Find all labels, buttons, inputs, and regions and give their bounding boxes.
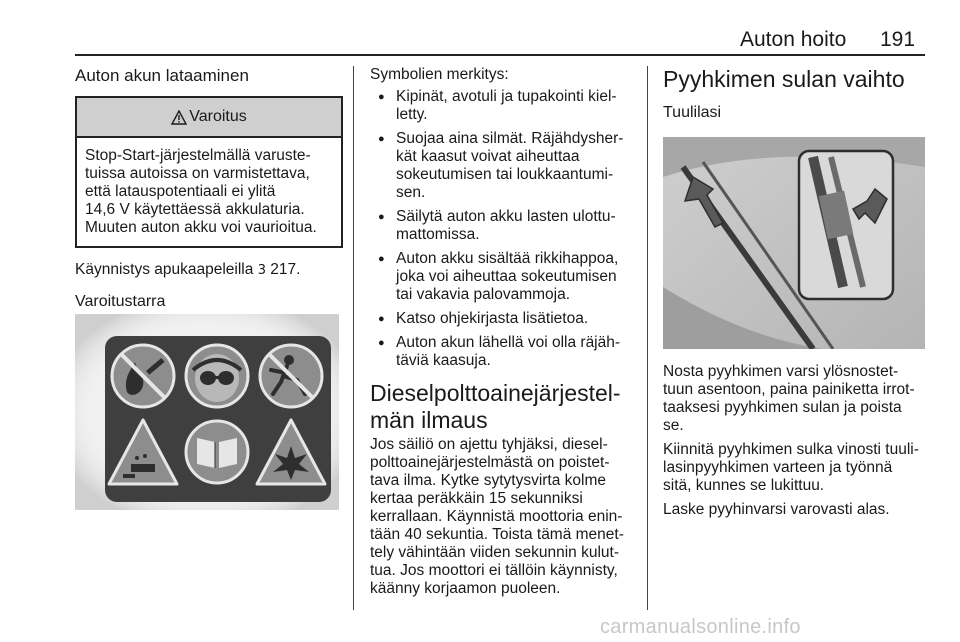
warning-label-title: Varoitustarra bbox=[75, 293, 166, 310]
list-item: ● Katso ohjekirjasta lisätietoa. bbox=[370, 310, 638, 328]
column-1 bbox=[75, 66, 343, 312]
page-number: 191 bbox=[880, 28, 916, 51]
warning-box bbox=[75, 96, 343, 248]
diesel-bleeding-paragraph: Jos säiliö on ajettu tyhjäksi, diesel- polttoainejärjestelmästä on poistet- tava ilma. Kytke sytytysvirta kolme kertaa peräkkäin 15 sekunniksi kerrallaan. Käynnistä moottoria enin- tään 40 sekuntia. Toista tämä menet- tely vähintään viiden sekunnin kulut- tua. Jos moottori ei tällöin käynnisty, käänny korjaamon puoleen. bbox=[370, 436, 624, 597]
column-2 bbox=[370, 66, 638, 598]
no-flame-smoking-icon bbox=[112, 345, 174, 407]
keep-away-from-children-icon bbox=[260, 345, 322, 407]
warning-line: 14,6 V käytettäessä akkulaturia. bbox=[85, 201, 305, 218]
symbols-intro: Symbolien merkitys: bbox=[370, 66, 509, 83]
wiper-blade-image bbox=[663, 137, 925, 349]
watermark-text: carmanualsonline.info bbox=[600, 616, 801, 638]
list-item: ● Suojaa aina silmät. Räjähdysher- kät kaasut voivat aiheuttaa sokeutumisen tai loukkaantumi- sen. bbox=[370, 130, 638, 202]
list-item: ● Auton akku sisältää rikkihappoa, joka voi aiheuttaa sokeutumisen tai vakavia palovammoja. bbox=[370, 250, 638, 304]
symbol-meanings-list bbox=[370, 88, 638, 370]
instruction-paragraph-1: Nosta pyyhkimen varsi ylösnostet- tuun asentoon, paina painiketta irrot- taaksesi pyyhkimen sulan ja poista se. bbox=[663, 363, 915, 434]
battery-warning-label-image bbox=[75, 314, 339, 510]
instruction-paragraph-2: Kiinnitä pyyhkimen sulka vinosti tuuli- lasinpyyhkimen varteen ja työnnä sitä, kunnes se lukittuu. bbox=[663, 441, 919, 494]
warning-header bbox=[77, 98, 341, 138]
section-title-diesel-bleeding: Dieselpolttoainejärjestel- män ilmaus bbox=[370, 380, 621, 433]
list-item: ● Auton akun lähellä voi olla räjäh- täviä kaasuja. bbox=[370, 334, 638, 370]
warning-line: tuissa autoissa on varmistettava, bbox=[85, 165, 310, 182]
eye-protection-icon bbox=[186, 345, 248, 407]
column-divider-1 bbox=[353, 66, 354, 610]
section-title-battery-charging: Auton akun lataaminen bbox=[75, 66, 249, 85]
jump-start-reference[interactable]: Käynnistys apukaapeleilla 3 217. bbox=[75, 261, 301, 278]
warning-text bbox=[77, 138, 341, 246]
warning-line: että latauspotentiaali ei ylitä bbox=[85, 183, 276, 200]
subsection-windscreen: Tuulilasi bbox=[663, 104, 722, 121]
list-item: ● Säilytä auton akku lasten ulottu- mattomissa. bbox=[370, 208, 638, 244]
read-manual-icon bbox=[186, 421, 248, 483]
section-title-wiper-blade: Pyyhkimen sulan vaihto bbox=[663, 66, 905, 92]
list-item: ● Kipinät, avotuli ja tupakointi kiel- letty. bbox=[370, 88, 638, 124]
warning-line: Stop-Start-järjestelmällä varuste- bbox=[85, 147, 311, 164]
column-3 bbox=[663, 66, 928, 519]
instruction-paragraph-3: Laske pyyhinvarsi varovasti alas. bbox=[663, 501, 890, 518]
page-reference-arrow-icon: 3 bbox=[257, 263, 266, 278]
warning-triangle-icon bbox=[171, 110, 187, 125]
column-divider-2 bbox=[647, 66, 648, 610]
warning-line: Muuten auton akku voi vaurioitua. bbox=[85, 219, 317, 236]
warning-heading: Varoitus bbox=[189, 108, 247, 125]
page-header-title: Auton hoito bbox=[740, 28, 847, 51]
header-rule bbox=[75, 54, 925, 56]
